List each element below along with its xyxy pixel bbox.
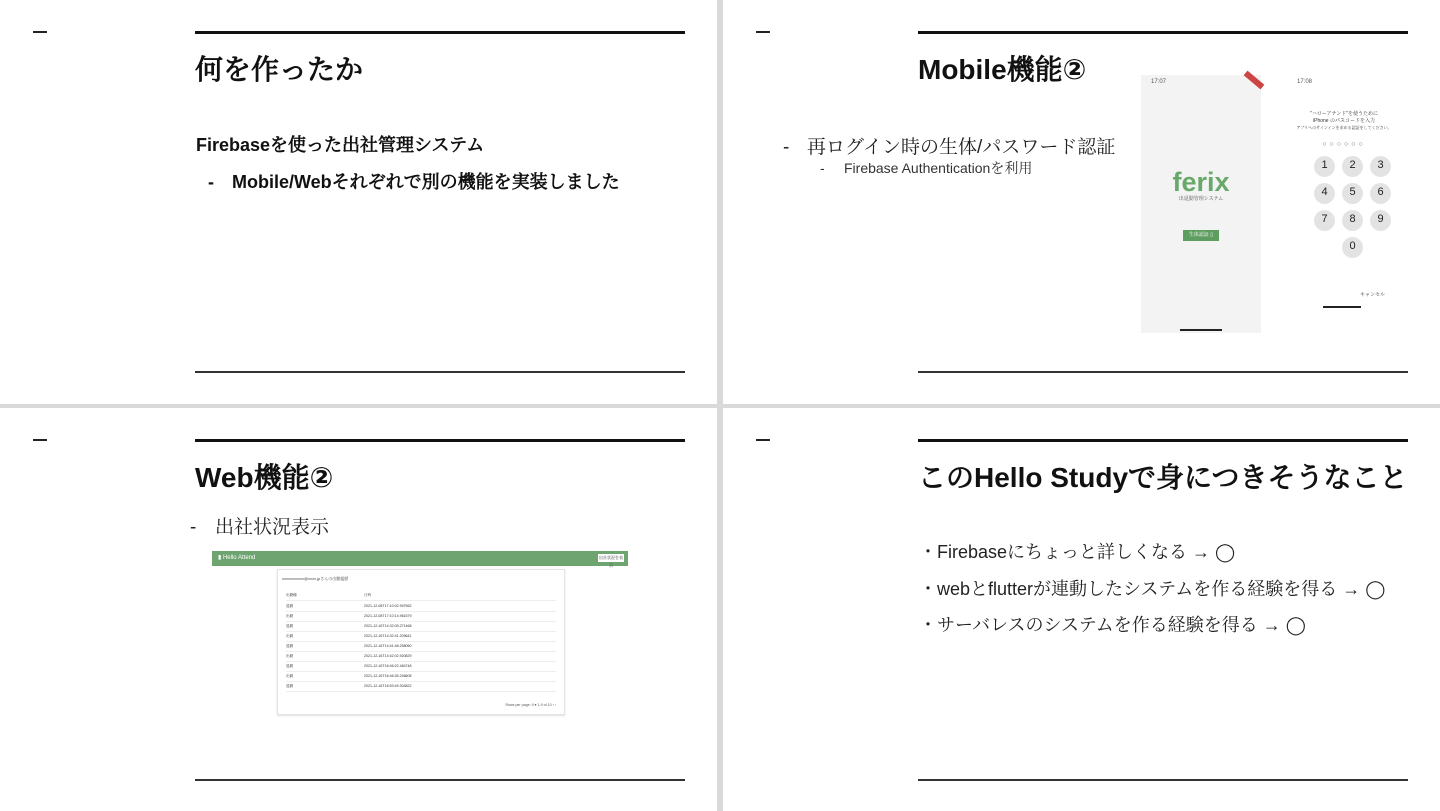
slide-title: 何を作ったか xyxy=(195,54,364,85)
sub-bullet-item xyxy=(820,158,1032,178)
table-cell: 2021-12-16T14:32:05.271468 xyxy=(364,624,412,628)
passcode-prompt: "ハローアテンド"を使うために xyxy=(1309,111,1379,117)
phone-screenshot-login xyxy=(1141,75,1261,333)
web-brand: ▮ Hello Attend xyxy=(218,555,256,561)
attendance-card xyxy=(277,569,565,715)
status-time: 17:08 xyxy=(1297,79,1313,85)
keypad-key: 0 xyxy=(1342,237,1363,258)
table-cell: 2021-12-16T14:32:41.209641 xyxy=(364,634,412,638)
table-cell: 2021-12-16T16:46:35.246608 xyxy=(364,674,412,678)
card-title: xxxxxxxxxxx@xxxx.jpさんの出勤履歴 xyxy=(282,576,349,581)
point-item: ・サーバレスのシステムを作る経験を得る → ◯ xyxy=(919,615,1306,635)
footer-rule xyxy=(918,779,1408,781)
status-time: 17:07 xyxy=(1151,79,1167,85)
slide-3[interactable] xyxy=(0,408,717,811)
title-rule xyxy=(918,439,1408,442)
table-row xyxy=(286,681,556,692)
keypad-key: 9 xyxy=(1370,210,1391,231)
web-screenshot xyxy=(212,551,628,715)
table-cell: 2021-12-16T16:53:49.304822 xyxy=(364,684,412,688)
keypad-key: 3 xyxy=(1370,156,1391,177)
table-cell: 退勤 xyxy=(286,684,294,688)
bullet-text: Firebase Authenticationを利用 xyxy=(844,160,1033,176)
bullet-dash: - xyxy=(208,172,214,192)
slide-2[interactable] xyxy=(723,0,1440,404)
phone-screenshot-passcode xyxy=(1291,75,1397,333)
title-rule xyxy=(918,31,1408,34)
slide-dash xyxy=(756,31,770,33)
slide-title: Mobile機能② xyxy=(918,54,1087,85)
column-header: 出勤種 xyxy=(286,593,297,597)
web-status-button: 出社状況を表示 xyxy=(599,555,623,568)
app-subtitle: 出退勤管理システム xyxy=(1178,196,1224,202)
passcode-prompt: iPhone のパスコードを入力 xyxy=(1313,118,1375,124)
table-cell: 退勤 xyxy=(286,624,294,628)
slide-dash xyxy=(756,439,770,441)
footer-rule xyxy=(195,779,685,781)
web-app-bar xyxy=(212,551,628,566)
table-cell: 2021-12-16T14:41:48.258060 xyxy=(364,644,412,648)
table-cell: 出勤 xyxy=(286,614,294,618)
table-cell: 出勤 xyxy=(286,654,294,658)
bullet-item xyxy=(783,132,1115,159)
table-header xyxy=(286,590,556,601)
slide-dash xyxy=(33,31,47,33)
cancel-label: キャンセル xyxy=(1360,292,1386,298)
keypad-key: 5 xyxy=(1342,183,1363,204)
app-logo: ferix xyxy=(1172,167,1230,197)
keypad-key: 2 xyxy=(1342,156,1363,177)
bullet-text: Mobile/Webそれぞれで別の機能を実装しました xyxy=(232,172,620,192)
bullet-item xyxy=(190,512,329,539)
body-line: Firebaseを使った出社管理システム xyxy=(196,135,485,155)
keypad-key: 7 xyxy=(1314,210,1335,231)
point-item: ・Firebaseにちょっと詳しくなる → ◯ xyxy=(919,542,1236,562)
bullet-item xyxy=(208,168,620,194)
slide-4[interactable] xyxy=(723,408,1440,811)
bullet-text: 再ログイン時の生体/パスワード認証 xyxy=(807,137,1116,158)
debug-ribbon xyxy=(1244,71,1265,90)
footer-rule xyxy=(918,371,1408,373)
slide-dash xyxy=(33,439,47,441)
table-cell: 退勤 xyxy=(286,664,294,668)
point-item: ・webとflutterが連動したシステムを作る経験を得る → ◯ xyxy=(919,579,1386,599)
bullet-dash: - xyxy=(783,137,790,158)
bullet-dash: - xyxy=(820,160,825,176)
table-cell: 出勤 xyxy=(286,634,294,638)
slide-title: このHello Studyで身につきそうなこと xyxy=(918,462,1408,493)
table-cell: 2021-12-16T16:46:22.484748 xyxy=(364,664,412,668)
passcode-dots: ○○○○○○ xyxy=(1322,141,1366,148)
keypad-key: 4 xyxy=(1314,183,1335,204)
table-cell: 2021-12-08T17:10:02.997562 xyxy=(364,604,412,608)
biometric-button: 生体認証 ▯ xyxy=(1183,230,1219,241)
bullet-text: 出社状況表示 xyxy=(215,517,330,538)
title-rule xyxy=(195,439,685,442)
footer-rule xyxy=(195,371,685,373)
table-cell: 退勤 xyxy=(286,604,294,608)
home-indicator xyxy=(1180,329,1222,331)
keypad-key: 1 xyxy=(1314,156,1335,177)
column-header: 日時 xyxy=(364,593,372,597)
table-pagination: Rows per page: 9 ▾ 1-9 of 10 ‹ › xyxy=(505,703,556,707)
table-cell: 出勤 xyxy=(286,674,294,678)
slide-title: Web機能② xyxy=(195,462,334,493)
keypad-key: 8 xyxy=(1342,210,1363,231)
slide-1[interactable] xyxy=(0,0,717,404)
table-cell: 退勤 xyxy=(286,644,294,648)
home-indicator xyxy=(1323,306,1361,308)
bullet-dash: - xyxy=(190,517,197,538)
title-rule xyxy=(195,31,685,34)
table-cell: 2021-12-08T17:10:14.961579 xyxy=(364,614,412,618)
keypad-key: 6 xyxy=(1370,183,1391,204)
table-cell: 2021-12-16T14:42:02.920829 xyxy=(364,654,412,658)
passcode-prompt: アプリへのサインインを求める認証をしてください。 xyxy=(1296,125,1392,130)
